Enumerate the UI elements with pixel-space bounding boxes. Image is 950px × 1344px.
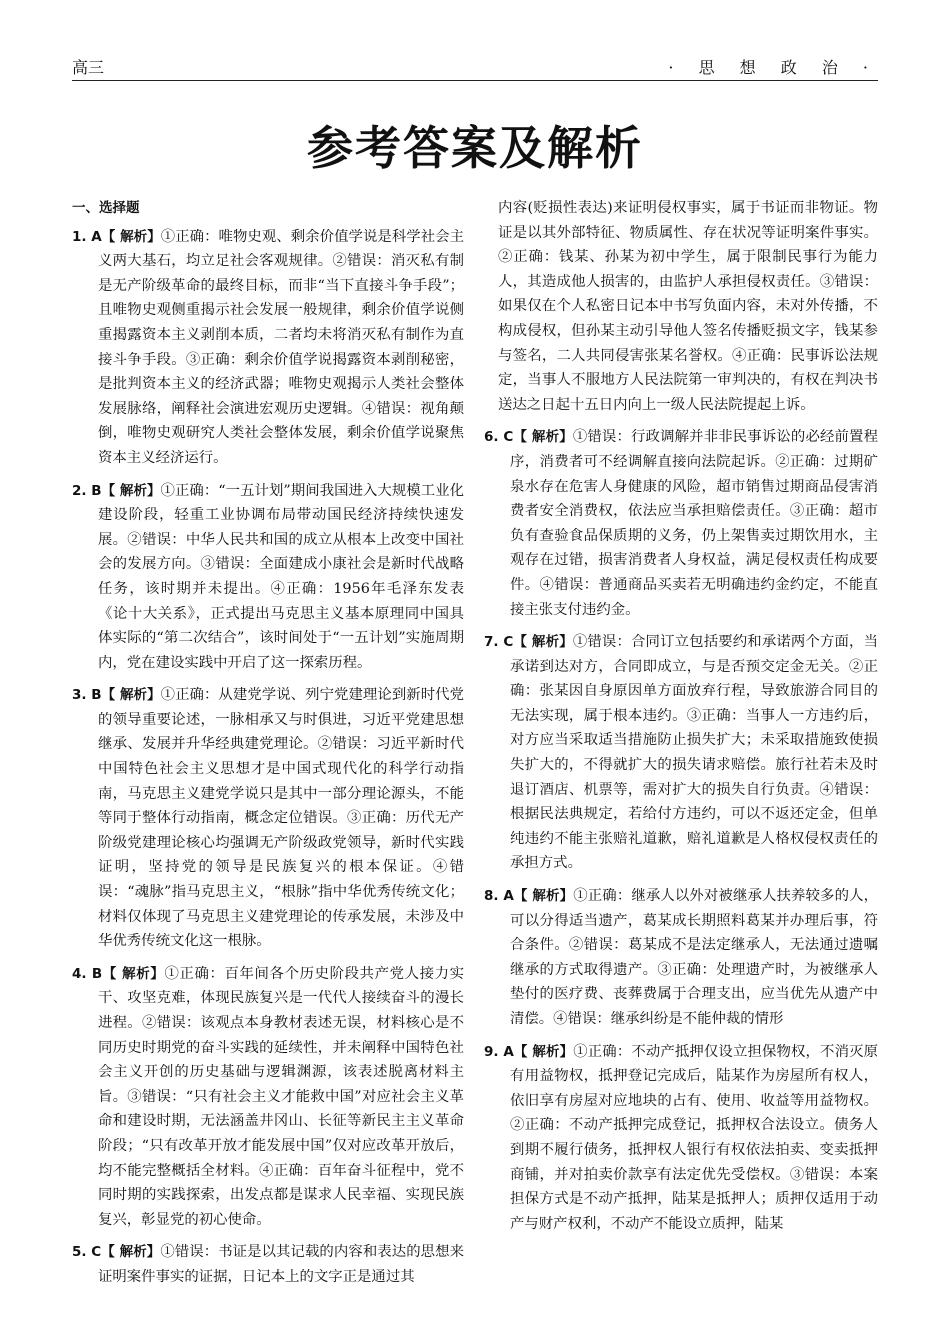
item-text: ①正确：继承人以外对被继承人扶养较多的人，可以分得适当遗产，葛某成长期照料葛某并办理后事，符合条件。②错误：葛某成不是法定继承人，无法通过遗嘱继承的方式取得遗产。③正确：处理遗产时，为被继承人垫付的医疗费、丧葬费属于合理支出，应当优先从遗产中清偿。④错误：继承纠纷是不能仲裁的情形 — [510, 888, 878, 1027]
item-number: 6. C — [484, 429, 514, 446]
analysis-tag: 【 解析】 — [101, 228, 161, 245]
answer-item — [484, 630, 878, 876]
right-column — [484, 196, 878, 1244]
item-number: 7. C — [484, 634, 514, 651]
analysis-tag: 【 解析】 — [513, 429, 573, 446]
item-text: ①错误：合同订立包括要约和承诺两个方面，当承诺到达对方，合同即成立，与是否预交定金无关。②正确：张某因自身原因单方面放弃行程，导致旅游合同目的无法实现，属于根本违约。③正确：当事人一方违约后，对方应当采取适当措施防止损失扩大；未采取措施致使损失扩大的，不得就扩大的损失请求赔偿。旅行社若未及时退订酒店、机票等，需对扩大的损失自行负责。④错误：根据民法典规定，若给付方违约，可以不返还定金，但单纯违约不能主张赔礼道歉，赔礼道歉是人格权侵权责任的承担方式。 — [510, 634, 878, 872]
page-header — [72, 58, 878, 81]
item-number: 9. A — [484, 1043, 514, 1060]
item-text: ①正确：“一五计划”期间我国进入大规模工业化建设阶段，轻重工业协调布局带动国民经济持续快速发展。②错误：中华人民共和国的成立从根本上改变中国社会的发展方向。③错误：全面建成小康社会是新时代战略任务，该时期并未提出。④正确：1956年毛泽东发表《论十大关系》，正式提出马克思主义基本原理同中国具体实际的“第二次结合”，该时间处于“一五计划”实施周期内，党在建设实践中开启了这一探索历程。 — [98, 482, 464, 671]
item-number: 4. B — [72, 965, 103, 982]
item-text: ①错误：书证是以其记载的内容和表达的思想来证明案件事实的证据，日记本上的文字正是通过其 — [98, 1244, 464, 1285]
analysis-tag: 【 解析】 — [513, 888, 574, 905]
left-column — [72, 196, 464, 1298]
answer-item — [72, 962, 464, 1233]
answer-item — [72, 225, 464, 471]
item-text: ①正确：百年间各个历史阶段共产党人接力实干、攻坚克难，体现民族复兴是一代代人接续奋斗的漫长进程。②错误：该观点本身教材表述无误，材料核心是不同历史时期党的奋斗实践的延续性，并未阐释中国特色社会主义开创的历史基础与逻辑渊源，该表述脱离材料主旨。③错误：“只有社会主义才能救中国”对应社会主义革命和建设时期，无法涵盖井冈山、长征等新民主主义革命阶段；“只有改革开放才能发展中国”仅对应改革开放后，均不能完整概括全材料。④正确：百年奋斗征程中，党不同时期的实践探索，出发点都是谋求人民幸福、实现民族复兴，彰显党的初心使命。 — [98, 965, 465, 1228]
item-number: 1. A — [72, 228, 102, 245]
analysis-tag: 【 解析】 — [101, 687, 161, 704]
item-number: 5. C — [72, 1244, 102, 1261]
grade-label: 高三 — [72, 58, 105, 77]
section-heading: 一、选择题 — [72, 200, 140, 216]
item-continuation: 内容(贬损性表达)来证明侵权事实，属于书证而非物证。物证是以其外部特征、物质属性、存在状况等证明案件事实。②正确：钱某、孙某为初中学生，属于限制民事行为能力人，其造成他人损害的，由监护人承担侵权责任。③错误：如果仅在个人私密日记本中书写负面内容，未对外传播，不构成侵权，但孙某主动引导他人签名传播贬损文字，钱某参与签名，二人共同侵害张某名誉权。④正确：民事诉讼法规定，当事人不服地方人民法院第一审判决的，有权在判决书送达之日起十五日内向上一级人民法院提起上诉。 — [498, 200, 878, 413]
answer-item — [72, 479, 464, 676]
item-text: ①错误：行政调解并非非民事诉讼的必经前置程序，消费者可不经调解直接向法院起诉。②正确：过期矿泉水存在危害人身健康的风险，超市销售过期商品侵害消费者安全消费权，依法应当承担赔偿责任。③正确：超市负有查验食品保质期的义务，仍上架售卖过期饮用水，主观存在过错，损害消费者人身权益，满足侵权责任构成要件。④错误：普通商品买卖若无明确违约金约定，不能直接主张支付违约金。 — [510, 429, 878, 618]
item-number: 3. B — [72, 687, 102, 704]
page-title: 参考答案及解析 — [307, 121, 643, 175]
item-number: 8. A — [484, 888, 514, 905]
analysis-tag: 【 解析】 — [513, 634, 573, 651]
item-number: 2. B — [72, 482, 102, 499]
answer-item — [484, 425, 878, 622]
answer-item — [72, 1240, 464, 1289]
analysis-tag: 【 解析】 — [101, 482, 161, 499]
item-text: ①正确：不动产抵押仅设立担保物权，不消灭原有用益物权，抵押登记完成后，陆某作为房屋所有权人，依旧享有房屋对应地块的占有、使用、收益等用益物权。②正确：不动产抵押完成登记，抵押权合法设立。债务人到期不履行债务，抵押权人银行有权依法拍卖、变卖抵押商铺，并对拍卖价款享有法定优先受偿权。③错误：本案担保方式是不动产抵押，陆某是抵押人；质押仅适用于动产与财产权利，不动产不能设立质押，陆某 — [510, 1043, 878, 1232]
answer-item — [72, 683, 464, 954]
answer-item — [484, 884, 878, 1032]
analysis-tag: 【 解析】 — [513, 1043, 574, 1060]
item-text: ①正确：唯物史观、剩余价值学说是科学社会主义两大基石，均立足社会客观规律。②错误：消灭私有制是无产阶级革命的最终目标，而非“当下直接斗争手段”；且唯物史观侧重揭示社会发展一般规律，剩余价值学说侧重揭露资本主义剥削本质，二者均未将消灭私有制作为直接斗争手段。③正确：剩余价值学说揭露资本剥削秘密，是批判资本主义的经济武器；唯物史观揭示人类社会整体发展脉络，阐释社会演进宏观历史逻辑。④错误：视角颠倒，唯物史观研究人类社会整体发展，剩余价值学说聚焦资本主义经济运行。 — [98, 228, 464, 466]
analysis-tag: 【 解析】 — [101, 1244, 161, 1261]
item-text: ①正确：从建党学说、列宁党建理论到新时代党的领导重要论述，一脉相承又与时俱进，习近平党建思想继承、发展并升华经典建党理论。②错误：习近平新时代中国特色社会主义思想才是中国式现代化的科学行动指南，马克思主义建党学说只是其中一部分理论源头，不能等同于整体行动指南，概念定位错误。③正确：历代无产阶级党建理论核心均强调无产阶级政党领导，新时代实践证明，坚持党的领导是民族复兴的根本保证。④错误：“魂脉”指马克思主义，“根脉”指中华优秀传统文化；材料仅体现了马克思主义建党理论的传承发展，未涉及中华优秀传统文化这一根脉。 — [98, 687, 465, 950]
subject-label: · 思 想 政 治 · — [668, 58, 878, 77]
analysis-tag: 【 解析】 — [102, 965, 165, 982]
answer-item — [484, 1040, 878, 1237]
